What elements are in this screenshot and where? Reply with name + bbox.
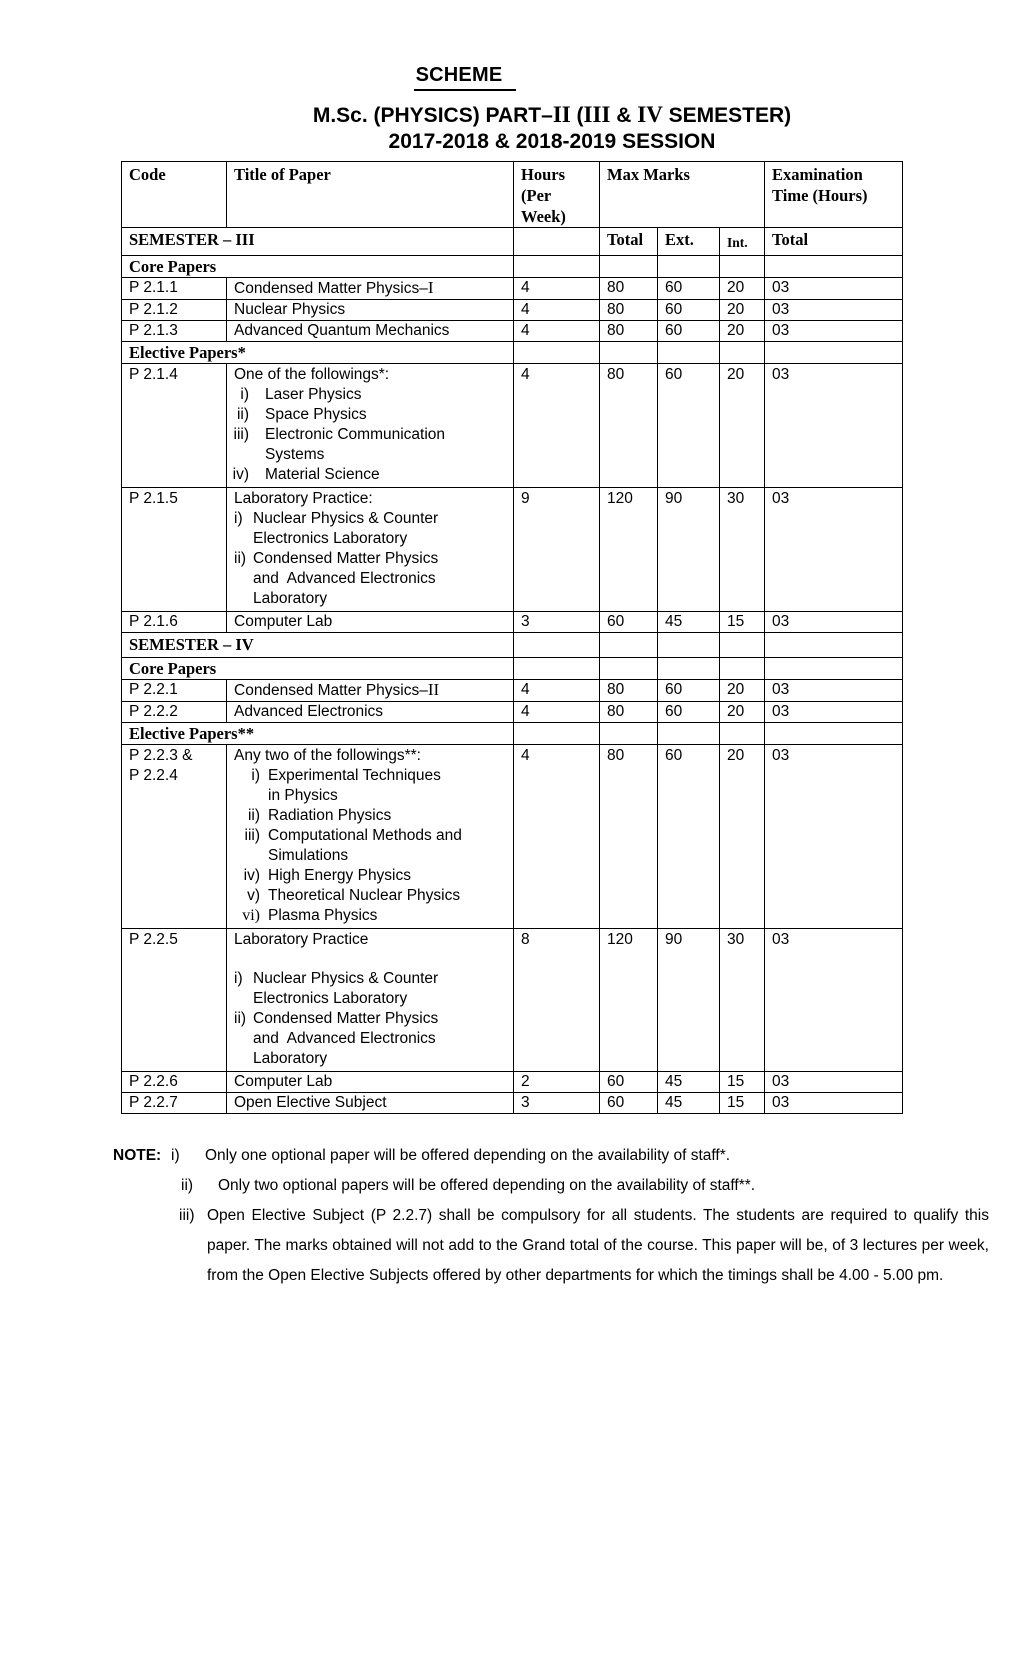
- course-hours: 4: [514, 321, 600, 342]
- course-row-p226: [122, 1072, 903, 1093]
- course-ext: 45: [658, 612, 720, 633]
- note-num-i: i): [171, 1147, 180, 1164]
- course-hours: 3: [514, 612, 600, 633]
- course-code: P 2.2.2: [122, 702, 227, 723]
- course-row-p215: [122, 488, 903, 612]
- note-text-i: Only one optional paper will be offered depending on the availability of staff*.: [205, 1147, 731, 1164]
- course-title: Open Elective Subject: [227, 1093, 514, 1114]
- course-hours: 4: [514, 364, 600, 488]
- note-text-ii: Only two optional papers will be offered depending on the availability of staff**.: [218, 1177, 756, 1194]
- lab-intro: Laboratory Practice:: [234, 490, 373, 507]
- course-ext: 45: [658, 1072, 720, 1093]
- semester-3-label: SEMESTER – III: [122, 228, 514, 256]
- course-code: P 2.1.1: [122, 278, 227, 300]
- subheader-ext: Ext.: [658, 228, 720, 256]
- course-code: P 2.1.3: [122, 321, 227, 342]
- subheader-total: Total: [600, 228, 658, 256]
- note-text-iii: Open Elective Subject (P 2.2.7) shall be compulsory for all students. The students are required to qualify this paper. The marks obtained will not add to the Grand total of the course. This paper will be, of 3 lectures per week, from the Open Elective Subjects offered by other departments for which the timings shall be 4.00 - 5.00 pm.: [207, 1207, 989, 1284]
- course-ext: 90: [658, 929, 720, 1072]
- section-row-elective-papers-sem4: [122, 723, 903, 745]
- course-total: 60: [600, 612, 658, 633]
- course-title: [227, 929, 514, 1072]
- course-ext: 90: [658, 488, 720, 612]
- section-label: Core Papers: [122, 658, 514, 680]
- course-total: 80: [600, 702, 658, 723]
- course-row-p214: [122, 364, 903, 488]
- course-row-p213: [122, 321, 903, 342]
- course-int: 20: [720, 300, 765, 321]
- course-time: 03: [765, 702, 903, 723]
- course-hours: 4: [514, 680, 600, 702]
- course-total: 80: [600, 300, 658, 321]
- lab-intro: Laboratory Practice: [234, 931, 369, 948]
- note-item-ii: [181, 1171, 993, 1201]
- option-intro: One of the followings*:: [234, 366, 390, 383]
- course-total: 80: [600, 321, 658, 342]
- course-ext: 45: [658, 1093, 720, 1114]
- course-time: 03: [765, 300, 903, 321]
- course-row-p221: [122, 680, 903, 702]
- col-header-title: Title of Paper: [227, 162, 514, 228]
- section-label: Core Papers: [122, 256, 514, 278]
- section-row-core-papers-sem3: [122, 256, 903, 278]
- course-time: 03: [765, 680, 903, 702]
- section-row-core-papers-sem4: [122, 658, 903, 680]
- course-row-p225: [122, 929, 903, 1072]
- course-total: 80: [600, 745, 658, 929]
- course-code: P 2.1.6: [122, 612, 227, 633]
- option-list: i) Experimental Techniques in Physics ii) Radiation Physics iii) Computational Methods and Simulations iv) High Energy Physics v) Theoretical Nuclear Physics vi) Plasma Physics: [242, 767, 462, 924]
- note-item-iii: [179, 1201, 989, 1291]
- course-title: Computer Lab: [227, 1072, 514, 1093]
- subheader-exam-total: Total: [765, 228, 903, 256]
- course-row-p227: [122, 1093, 903, 1114]
- note-label: NOTE:: [113, 1147, 162, 1164]
- course-code: P 2.2.1: [122, 680, 227, 702]
- course-int: 20: [720, 278, 765, 300]
- lab-list: i) Nuclear Physics & Counter Electronics Laboratory ii) Condensed Matter Physics and Advanced Electronics Laboratory: [234, 970, 439, 1067]
- course-title: Advanced Quantum Mechanics: [227, 321, 514, 342]
- course-total: 120: [600, 929, 658, 1072]
- course-code: P 2.2.6: [122, 1072, 227, 1093]
- course-int: 30: [720, 929, 765, 1072]
- semester-4-row: [122, 633, 903, 658]
- course-time: 03: [765, 612, 903, 633]
- course-total: 60: [600, 1072, 658, 1093]
- col-header-max-marks: Max Marks: [600, 162, 765, 228]
- course-row-p211: [122, 278, 903, 300]
- semester-3-row: [122, 228, 903, 256]
- course-hours: 4: [514, 278, 600, 300]
- course-time: 03: [765, 364, 903, 488]
- section-row-elective-papers-sem3: [122, 342, 903, 364]
- course-hours: 2: [514, 1072, 600, 1093]
- course-title: [227, 364, 514, 488]
- section-label: Elective Papers**: [122, 723, 514, 745]
- table-header-row: [122, 162, 903, 228]
- page-heading: [0, 0, 975, 91]
- note-num-iii: iii): [179, 1207, 195, 1224]
- course-time: 03: [765, 1072, 903, 1093]
- course-time: 03: [765, 745, 903, 929]
- note-num-ii: ii): [181, 1177, 194, 1194]
- course-code: P 2.2.5: [122, 929, 227, 1072]
- course-hours: 8: [514, 929, 600, 1072]
- course-int: 30: [720, 488, 765, 612]
- course-hours: 9: [514, 488, 600, 612]
- course-title: Advanced Electronics: [227, 702, 514, 723]
- course-code: P 2.2.3 & P 2.2.4: [122, 745, 227, 929]
- session-line: 2017-2018 & 2018-2019 SESSION: [388, 130, 716, 153]
- note-section: [113, 1141, 993, 1291]
- course-total: 60: [600, 1093, 658, 1114]
- course-code: P 2.1.5: [122, 488, 227, 612]
- subheader-int: Int.: [720, 228, 765, 256]
- course-int: 20: [720, 321, 765, 342]
- col-header-code: Code: [122, 162, 227, 228]
- course-time: 03: [765, 1093, 903, 1114]
- page-heading-text: SCHEME: [414, 64, 517, 91]
- course-code: P 2.2.7: [122, 1093, 227, 1114]
- scheme-table: [121, 161, 903, 1114]
- course-hours: 4: [514, 745, 600, 929]
- course-time: 03: [765, 278, 903, 300]
- course-hours: 4: [514, 300, 600, 321]
- section-label: Elective Papers*: [122, 342, 514, 364]
- course-ext: 60: [658, 321, 720, 342]
- option-intro: Any two of the followings**:: [234, 747, 421, 764]
- course-total: 80: [600, 364, 658, 488]
- course-ext: 60: [658, 680, 720, 702]
- course-row-p216: [122, 612, 903, 633]
- course-code: P 2.1.4: [122, 364, 227, 488]
- course-title: Nuclear Physics: [227, 300, 514, 321]
- course-code: P 2.1.2: [122, 300, 227, 321]
- course-total: 80: [600, 278, 658, 300]
- course-title: Condensed Matter Physics–II: [227, 680, 514, 702]
- course-row-p2234: [122, 745, 903, 929]
- course-int: 20: [720, 745, 765, 929]
- option-list: i) Laser Physics ii) Space Physics iii) Electronic Communication Systems iv) Material Science: [232, 386, 446, 483]
- course-ext: 60: [658, 745, 720, 929]
- course-row-p222: [122, 702, 903, 723]
- title-block: [42, 102, 1020, 155]
- course-int: 15: [720, 612, 765, 633]
- course-ext: 60: [658, 702, 720, 723]
- col-header-hours: Hours (Per Week): [514, 162, 600, 228]
- course-int: 15: [720, 1072, 765, 1093]
- course-total: 120: [600, 488, 658, 612]
- course-ext: 60: [658, 300, 720, 321]
- col-header-exam-time: Examination Time (Hours): [765, 162, 903, 228]
- course-title: [227, 488, 514, 612]
- course-int: 20: [720, 680, 765, 702]
- course-title: Computer Lab: [227, 612, 514, 633]
- course-ext: 60: [658, 278, 720, 300]
- course-int: 20: [720, 364, 765, 488]
- course-ext: 60: [658, 364, 720, 488]
- course-title: Condensed Matter Physics–I: [227, 278, 514, 300]
- course-hours: 3: [514, 1093, 600, 1114]
- course-title-line: M.Sc. (PHYSICS) PART–II (III & IV SEMESTER): [312, 102, 792, 127]
- course-time: 03: [765, 321, 903, 342]
- semester-4-label: SEMESTER – IV: [122, 633, 514, 658]
- course-int: 20: [720, 702, 765, 723]
- course-hours: 4: [514, 702, 600, 723]
- course-total: 80: [600, 680, 658, 702]
- lab-list: i) Nuclear Physics & Counter Electronics Laboratory ii) Condensed Matter Physics and Advanced Electronics Laboratory: [234, 510, 439, 607]
- course-title: [227, 745, 514, 929]
- course-int: 15: [720, 1093, 765, 1114]
- course-time: 03: [765, 929, 903, 1072]
- course-time: 03: [765, 488, 903, 612]
- note-item-i: [113, 1141, 993, 1171]
- course-row-p212: [122, 300, 903, 321]
